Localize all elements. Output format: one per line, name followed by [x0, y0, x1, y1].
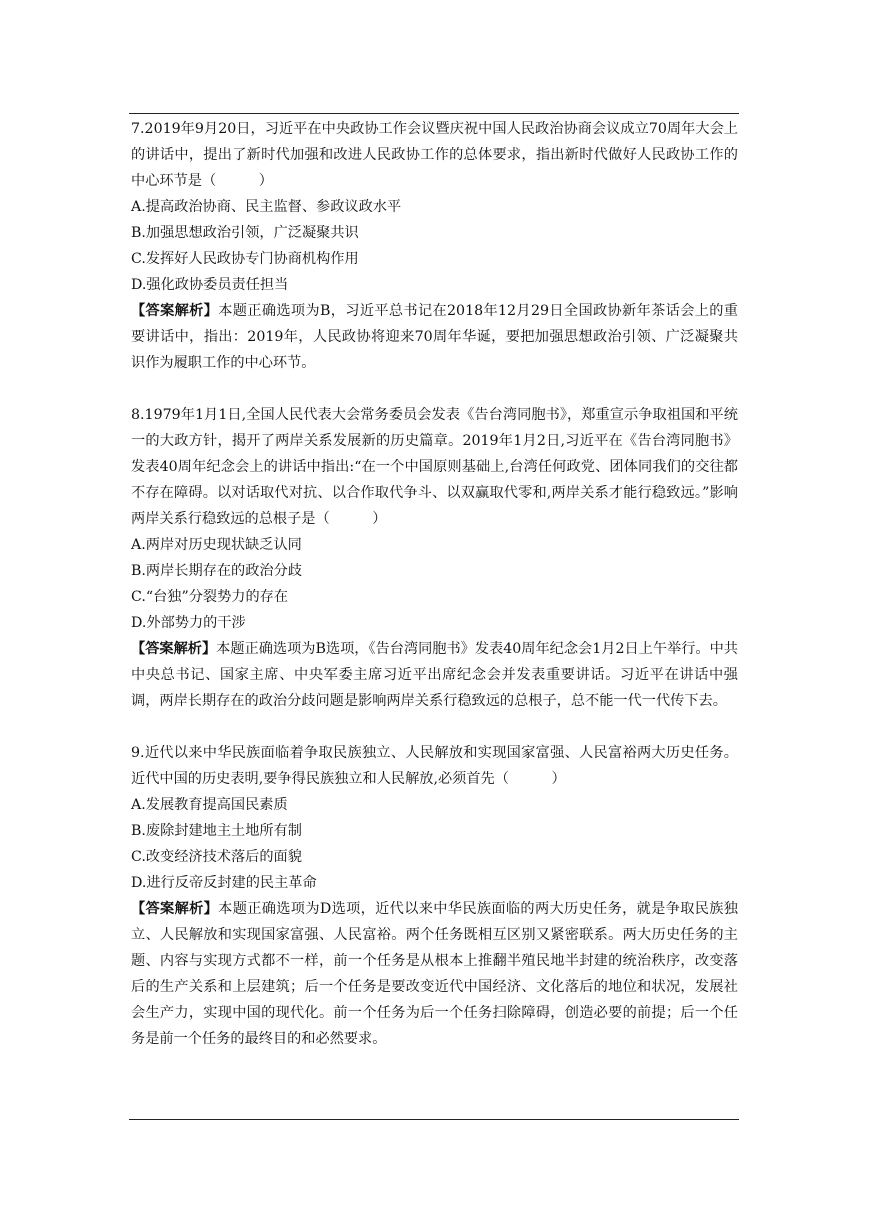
answer-label: 【答案解析】: [131, 641, 217, 657]
spacer: [131, 376, 738, 402]
bottom-rule: [129, 1119, 739, 1120]
question-block: [131, 402, 738, 714]
question-block: [131, 116, 738, 376]
option-d: D.外部势力的干涉: [131, 615, 246, 631]
answer-explanation: [131, 896, 738, 1052]
option-b: B.两岸长期存在的政治分歧: [131, 563, 302, 579]
answer-text: 本题正确选项为B选项，《告台湾同胞书》发表40周年纪念会1月2日上午举行。中共中央总书记、国家主席、中央军委主席习近平出席纪念会并发表重要讲话。习近平在讲话中强调，两岸长期存在的政治分歧问题是影响两岸关系行稳致远的总根子，总不能一代一代传下去。: [131, 641, 738, 709]
option-a: A.提高政治协商、民主监督、参政议政水平: [131, 199, 402, 215]
option-c: C.发挥好人民政协专门协商机构作用: [131, 251, 359, 267]
option-b: B.废除封建地主土地所有制: [131, 823, 302, 839]
answer-explanation: [131, 636, 738, 714]
answer-explanation: [131, 298, 738, 376]
answer-text: 本题正确选项为D选项，近代以来中华民族面临的两大历史任务，就是争取民族独立、人民解放和实现国家富强、人民富裕。两个任务既相互区别又紧密联系。两大历史任务的主题、内容与实现方式都不一样，前一个任务是从根本上推翻半殖民地半封建的统治秩序，改变落后的生产关系和上层建筑；后一个任务是要改变近代中国经济、文化落后的地位和状况，发展社会生产力，实现中国的现代化。前一个任务为后一个任务扫除障碍，创造必要的前提；后一个任务是前一个任务的最终目的和必然要求。: [131, 901, 738, 1047]
top-rule: [129, 113, 739, 114]
option-a: A.两岸对历史现状缺乏认同: [131, 537, 302, 553]
option-b: B.加强思想政治引领，广泛凝聚共识: [131, 225, 359, 241]
option-d: D.强化政协委员责任担当: [131, 277, 289, 293]
document-body: [131, 116, 738, 1052]
question-stem: 7.2019年9月20日，习近平在中央政协工作会议暨庆祝中国人民政治协商会议成立70周年大会上的讲话中，提出了新时代加强和改进人民政协工作的总体要求，指出新时代做好人民政协工作的中心环节是（ ）: [131, 121, 738, 189]
question-stem: 9.近代以来中华民族面临着争取民族独立、人民解放和实现国家富强、人民富裕两大历史任务。近代中国的历史表明,要争得民族独立和人民解放,必须首先（ ）: [131, 745, 738, 787]
answer-text: 本题正确选项为B，习近平总书记在2018年12月29日全国政协新年茶话会上的重要讲话中，指出：2019年，人民政协将迎来70周年华诞，要把加强思想政治引领、广泛凝聚共识作为履职工作的中心环节。: [131, 303, 738, 371]
answer-label: 【答案解析】: [131, 303, 219, 319]
option-a: A.发展教育提高国民素质: [131, 797, 288, 813]
spacer: [131, 714, 738, 740]
option-d: D.进行反帝反封建的民主革命: [131, 875, 317, 891]
question-block: [131, 740, 738, 1052]
option-c: C.改变经济技术落后的面貌: [131, 849, 302, 865]
answer-label: 【答案解析】: [131, 901, 219, 917]
question-stem: 8.1979年1月1日,全国人民代表大会常务委员会发表《告台湾同胞书》，郑重宣示争取祖国和平统一的大政方针，揭开了两岸关系发展新的历史篇章。2019年1月2日,习近平在《告台湾同胞书》发表40周年纪念会上的讲话中指出:“在一个中国原则基础上,台湾任何政党、团体同我们的交往都不存在障碍。以对话取代对抗、以合作取代争斗、以双赢取代零和,两岸关系才能行稳致远。”影响两岸关系行稳致远的总根子是（ ）: [131, 407, 738, 527]
option-c: C.“台独”分裂势力的存在: [131, 589, 289, 605]
